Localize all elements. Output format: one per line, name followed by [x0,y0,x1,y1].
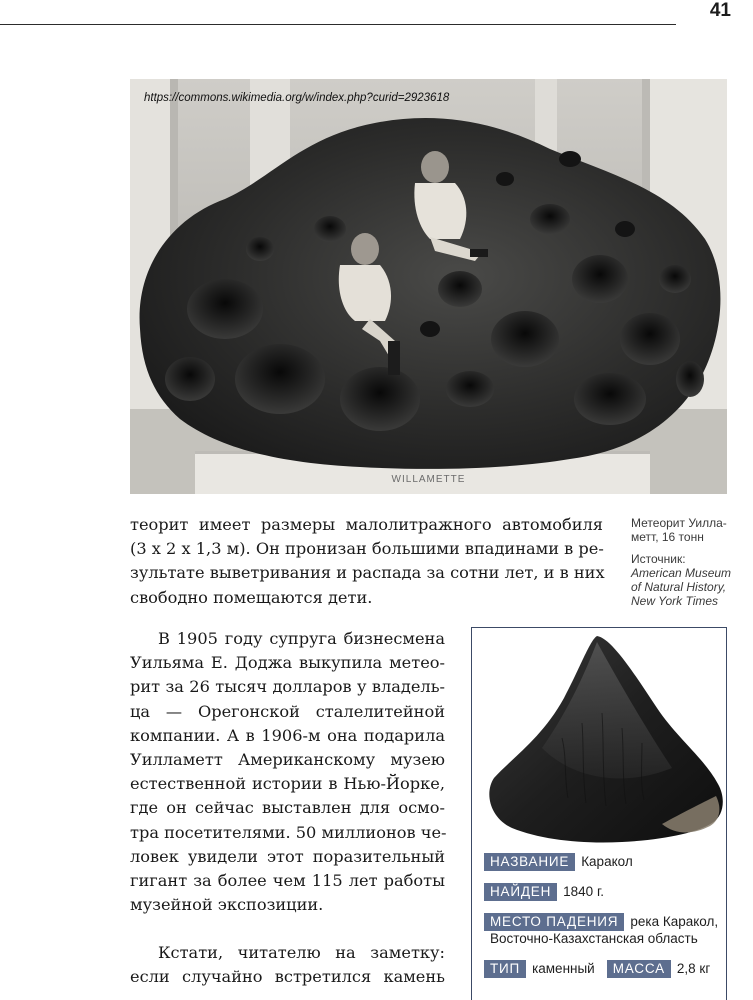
caption-source-label: Источник: [631,552,686,566]
text-line: свободно помещаются дети. [130,587,373,607]
text-line: теорит имеет размеры малолитражного автомобиля [130,515,603,534]
text-line: ца — Орегонской сталелитейной [130,701,445,721]
place-value: река Каракол, [630,914,719,929]
text-line: где он сейчас выставлен для осмо- [130,798,445,818]
place-label: МЕСТО ПАДЕНИЯ [484,913,624,931]
text-line: ловек увидели этот поразительный [130,846,445,866]
name-value: Каракол [581,854,633,869]
type-value: каменный [532,961,595,976]
mass-value: 2,8 кг [676,961,711,976]
text-line: музейной экспозиции. [130,895,324,915]
info-row-place [484,913,718,931]
text-line: Кстати, читателю на заметку: [158,943,445,962]
text-line: компании. А в 1906-м она подарила [130,725,445,745]
found-label: НАЙДЕН [484,883,557,901]
caption-title-line: Метеорит Уилла- [631,516,727,530]
place-value-continued: Восточно-Казахстанская область [490,931,698,946]
text-line: если случайно встретился камень [130,967,445,987]
text-line: естественной истории в Нью-Йорке, [130,774,445,794]
willamette-meteorite-photo [130,79,727,494]
body-paragraph-3 [130,941,445,989]
mass-label: МАССА [607,960,671,978]
text-line: Уильяма Е. Доджа выкупила метео- [130,653,445,673]
found-value: 1840 г. [563,884,604,899]
body-paragraph-1 [130,513,603,610]
info-row-type-mass [484,960,710,978]
caption-title-line: метт, 16 тонн [631,530,704,544]
type-label: ТИП [484,960,526,978]
text-line: рит за 26 тысяч долларов у владель- [130,677,445,697]
info-row-found [484,883,604,901]
header-rule [0,24,676,25]
plinth-inscription: WILLAMETTE [391,474,466,485]
karakol-meteorite-illustration [472,628,727,868]
meteorite-info-box [471,627,727,1000]
caption-source-line: of Natural History, [631,580,727,594]
caption-source-line: New York Times [631,594,719,608]
info-row-place-cont [490,930,698,948]
text-line: (3 х 2 х 1,3 м). Он пронизан большими впадинами в ре- [130,539,604,559]
photo-source-url: https://commons.wikimedia.org/w/index.php?curid=2923618 [144,92,450,104]
text-line: зультате выветривания и распада за сотни лет, и в них [130,563,605,583]
body-paragraph-2 [130,627,445,917]
info-row-name [484,853,633,871]
text-line: Уилламетт Американскому музею [130,750,445,770]
caption-source-line: American Museum [631,566,732,580]
name-label: НАЗВАНИЕ [484,853,575,871]
text-line: тра посетителями. 50 миллионов че- [130,822,447,842]
text-line: гигант за более чем 115 лет работы [130,871,445,891]
photo-caption [631,516,749,608]
text-line: В 1905 году супруга бизнесмена [158,629,445,648]
meteorite-photo-illustration [130,79,727,494]
page-number: 41 [709,0,731,21]
